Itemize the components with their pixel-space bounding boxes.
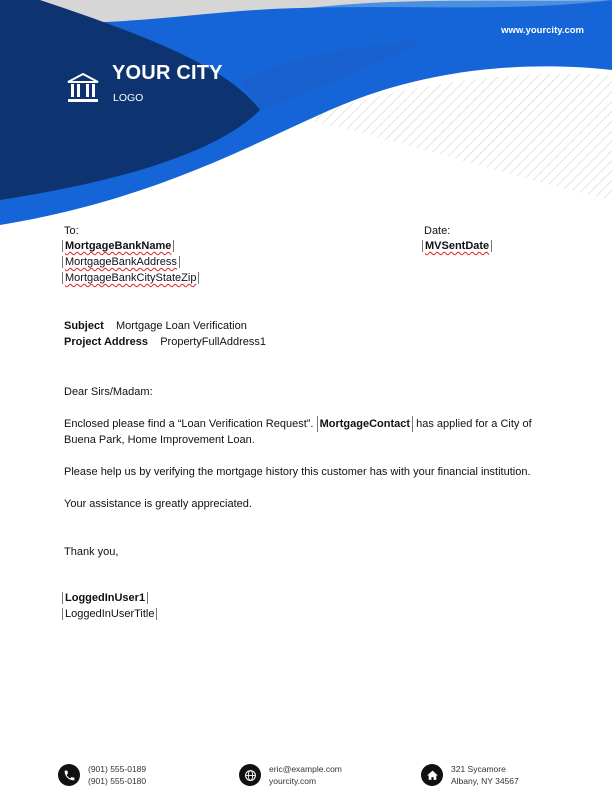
subject-value: Mortgage Loan Verification xyxy=(115,320,247,332)
date-field xyxy=(422,240,492,252)
date-label: Date: xyxy=(424,225,451,237)
paragraph-1-intro: Enclosed please find a “Loan Verification Request”. xyxy=(64,418,314,430)
subject-line xyxy=(64,320,247,332)
footer-phone xyxy=(58,763,146,787)
footer-site: yourcity.com xyxy=(269,776,317,786)
bank-city-field xyxy=(62,272,199,284)
project-address-line xyxy=(64,336,266,348)
paragraph-1-rest: has applied for a City of Buena Park, Home Improvement Loan. xyxy=(64,418,532,446)
closing: Thank you, xyxy=(64,546,119,558)
to-label: To: xyxy=(64,225,79,237)
merge-field-sent-date: MVSentDate xyxy=(422,240,492,252)
footer-email: eric@example.com xyxy=(269,764,342,774)
merge-field-bank-address: MortgageBankAddress xyxy=(62,256,180,268)
logo-label: LOGO xyxy=(113,92,144,104)
address-line-2: Albany, NY 34567 xyxy=(451,776,519,786)
website-url: www.yourcity.com xyxy=(501,25,584,36)
merge-field-logged-in-user-title: LoggedInUserTitle xyxy=(62,608,157,620)
project-address-value: PropertyFullAddress1 xyxy=(160,336,266,348)
address-line-1: 321 Sycamore xyxy=(451,764,506,774)
bank-address-field xyxy=(62,256,180,268)
project-address-label: Project Address xyxy=(64,336,148,348)
greeting: Dear Sirs/Madam: xyxy=(64,386,153,398)
paragraph-3: Your assistance is greatly appreciated. xyxy=(64,498,252,510)
footer-web xyxy=(239,763,342,787)
city-name: YOUR CITY xyxy=(112,62,223,84)
paragraph-2: Please help us by verifying the mortgage history this customer has with your financial institution. xyxy=(64,466,531,478)
signature-user xyxy=(62,592,148,604)
merge-field-mortgage-contact: MortgageContact xyxy=(317,416,413,432)
phone-icon xyxy=(58,764,80,786)
footer-address xyxy=(421,763,519,787)
phone-2: (901) 555-0180 xyxy=(88,776,147,786)
signature-title xyxy=(62,608,157,620)
subject-label: Subject xyxy=(64,320,104,332)
city-hall-icon xyxy=(66,72,100,104)
merge-field-logged-in-user: LoggedInUser1 xyxy=(62,592,148,604)
globe-icon xyxy=(239,764,261,786)
merge-field-bank-name: MortgageBankName xyxy=(62,240,174,252)
phone-1: (901) 555-0189 xyxy=(88,764,147,774)
paragraph-1 xyxy=(64,416,556,448)
merge-field-bank-city-state-zip: MortgageBankCityStateZip xyxy=(62,272,199,284)
bank-name-field xyxy=(62,240,174,252)
home-icon xyxy=(421,764,443,786)
